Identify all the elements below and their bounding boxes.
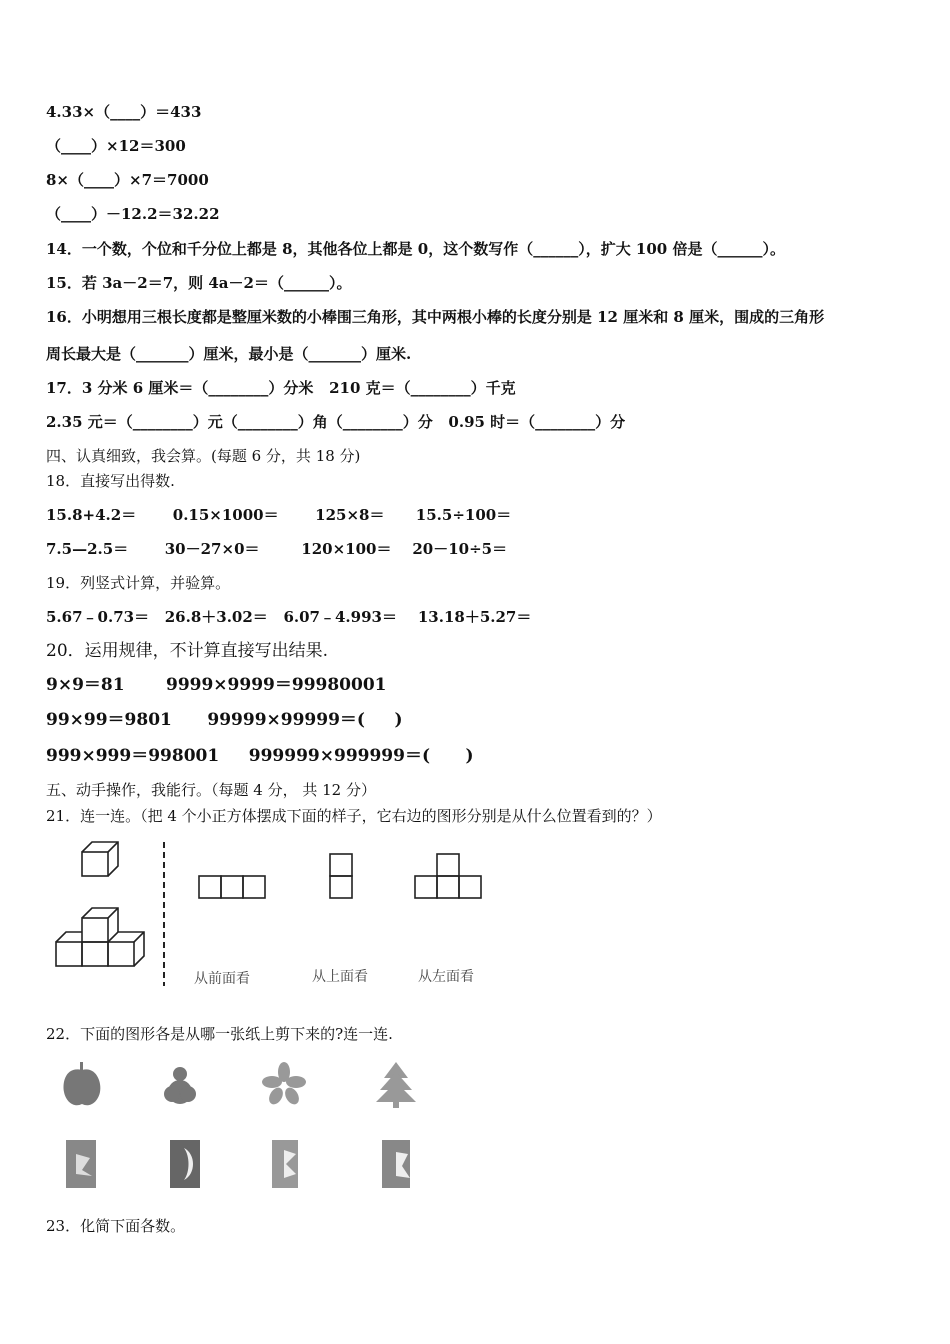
question-17-line-1: 17．3 分米 6 厘米＝（________）分米 210 克＝（________）千克 bbox=[46, 379, 516, 397]
cube-base-drawing bbox=[56, 908, 144, 966]
question-20-row-1: 9×9＝81 9999×9999＝99980001 bbox=[46, 675, 387, 695]
label-front-view: 从前面看 bbox=[194, 971, 250, 987]
tree-shape-icon bbox=[376, 1062, 416, 1108]
question-19: 19．列竖式计算，并验算。 bbox=[46, 574, 231, 592]
paper-3-icon bbox=[272, 1140, 298, 1188]
question-16-line-2: 周长最大是（_______）厘米，最小是（_______）厘米. bbox=[46, 345, 412, 363]
paper-1-icon bbox=[66, 1140, 96, 1188]
cutout-figure bbox=[46, 1058, 426, 1198]
question-20: 20．运用规律，不计算直接写出结果. bbox=[46, 641, 329, 661]
line-4: （____）－12.2＝32.22 bbox=[46, 205, 220, 223]
line-2: （____）×12＝300 bbox=[46, 137, 186, 155]
view-top-drawing bbox=[330, 854, 352, 898]
question-15: 15．若 3a－2＝7，则 4a－2＝（______）。 bbox=[46, 274, 352, 292]
section-4-heading: 四、认真细致，我会算。(每题 6 分，共 18 分) bbox=[46, 447, 361, 465]
shapes-row bbox=[64, 1062, 416, 1108]
papers-row bbox=[66, 1140, 410, 1188]
question-22: 22．下面的图形各是从哪一张纸上剪下来的?连一连. bbox=[46, 1025, 393, 1043]
view-front-drawing bbox=[199, 876, 265, 898]
question-18-row-1: 15.8+4.2＝ 0.15×1000＝ 125×8＝ 15.5÷100＝ bbox=[46, 506, 512, 524]
question-14: 14．一个数，个位和千分位上都是 8，其他各位上都是 0，这个数写作（______），扩大 100 倍是（______）。 bbox=[46, 240, 785, 258]
question-17-line-2: 2.35 元＝（________）元（________）角（________）分 0.95 时＝（________）分 bbox=[46, 413, 626, 431]
line-1: 4.33×（____）＝433 bbox=[46, 103, 202, 121]
apple-shape-icon bbox=[64, 1062, 101, 1105]
cube-stack-drawing bbox=[82, 842, 118, 876]
question-20-row-3: 999×999＝998001 999999×999999＝( ) bbox=[46, 746, 474, 766]
question-21: 21．连一连。（把 4 个小正方体摆成下面的样子，它右边的图形分别是从什么位置看到的？） bbox=[46, 807, 662, 825]
label-top-view: 从上面看 bbox=[312, 969, 368, 985]
flower-shape-icon bbox=[262, 1062, 306, 1107]
line-3: 8×（____）×7＝7000 bbox=[46, 171, 209, 189]
paper-4-icon bbox=[382, 1140, 410, 1188]
view-left-drawing bbox=[415, 854, 481, 898]
question-18: 18．直接写出得数. bbox=[46, 472, 175, 490]
section-5-heading: 五、动手操作，我能行。（每题 4 分， 共 12 分） bbox=[46, 781, 376, 799]
question-19-row: 5.67﹣0.73＝ 26.8＋3.02＝ 6.07﹣4.993＝ 13.18＋5.27＝ bbox=[46, 608, 532, 626]
question-16-line-1: 16．小明想用三根长度都是整厘米数的小棒围三角形，其中两根小棒的长度分别是 12 厘米和 8 厘米，围成的三角形 bbox=[46, 308, 825, 326]
gourd-shape-icon bbox=[164, 1067, 196, 1104]
paper-2-icon bbox=[170, 1140, 200, 1188]
label-left-view: 从左面看 bbox=[418, 969, 474, 985]
question-23: 23．化简下面各数。 bbox=[46, 1217, 186, 1235]
question-20-row-2: 99×99＝9801 99999×99999＝( ) bbox=[46, 710, 403, 730]
question-18-row-2: 7.5—2.5＝ 30－27×0＝ 120×100＝ 20－10÷5＝ bbox=[46, 540, 508, 558]
